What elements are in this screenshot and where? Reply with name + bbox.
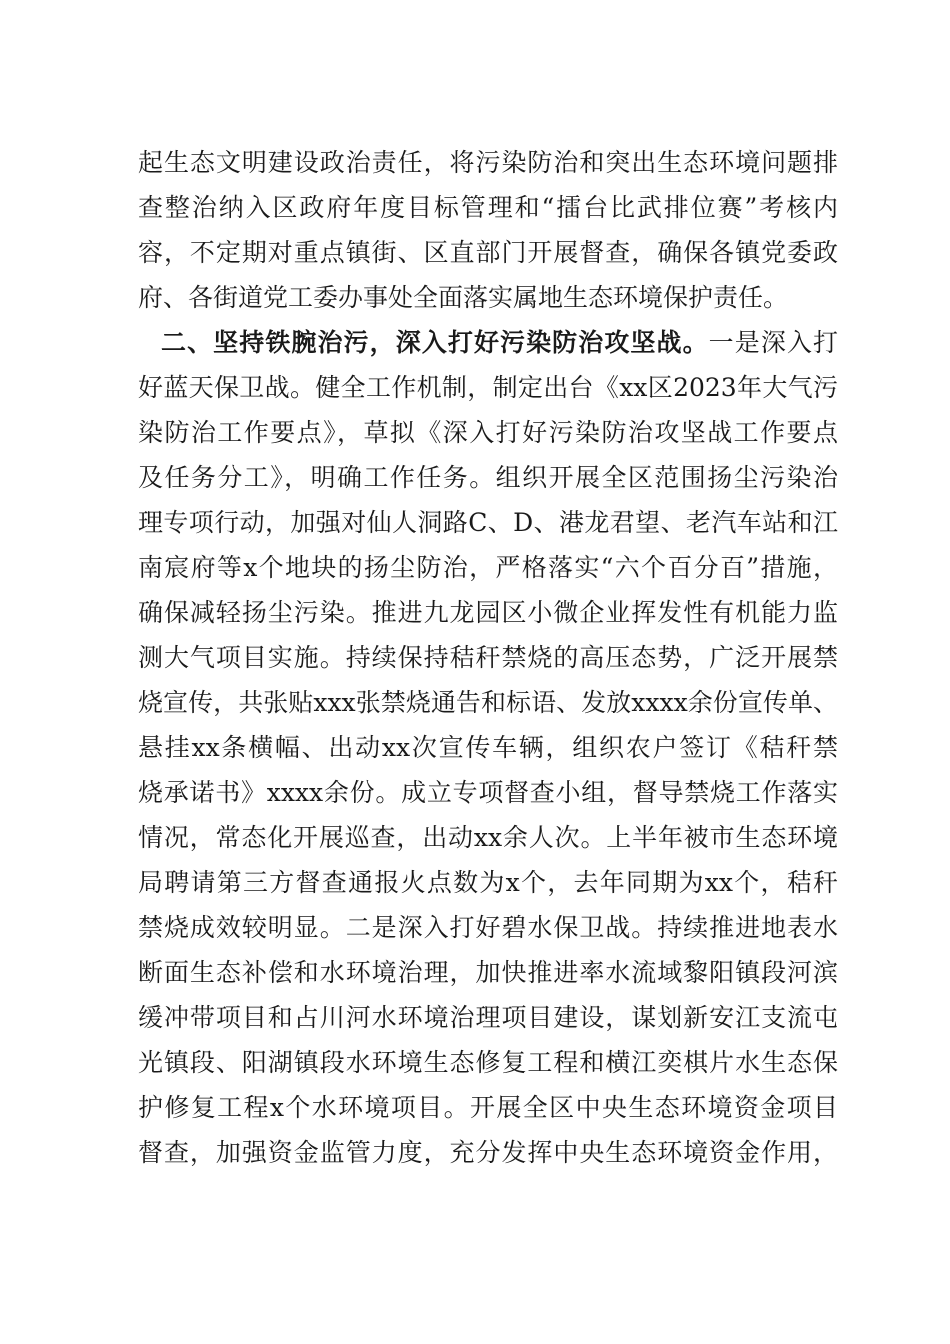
text-line: 护修复工程x个水环境项目。开展全区中央生态环境资金项目: [138, 1093, 838, 1122]
text-line: 查整治纳入区政府年度目标管理和“擂台比武排位赛”考核内: [138, 193, 838, 222]
text-line: 情况，常态化开展巡查，出动xx余人次。上半年被市生态环境: [138, 823, 838, 852]
text-line: 禁烧成效较明显。二是深入打好碧水保卫战。持续推进地表水: [138, 913, 838, 942]
text-line: 断面生态补偿和水环境治理，加快推进率水流域黎阳镇段河滨: [138, 958, 838, 987]
text-line: 烧承诺书》xxxx余份。成立专项督查小组，督导禁烧工作落实: [138, 778, 838, 807]
text-line: 光镇段、阳湖镇段水环境生态修复工程和横江奕棋片水生态保: [138, 1048, 838, 1077]
text-line: 督查，加强资金监管力度，充分发挥中央生态环境资金作用，: [138, 1138, 838, 1167]
text-line: 缓冲带项目和占川河水环境治理项目建设，谋划新安江支流屯: [138, 1003, 838, 1032]
text-line: 测大气项目实施。持续保持秸秆禁烧的高压态势，广泛开展禁: [138, 643, 838, 672]
text-line: 及任务分工》，明确工作任务。组织开展全区范围扬尘污染治: [138, 463, 838, 492]
text-line: 府、各街道党工委办事处全面落实属地生态环境保护责任。: [138, 283, 789, 312]
text-line: 容，不定期对重点镇街、区直部门开展督查，确保各镇党委政: [138, 238, 838, 267]
text-line: 确保减轻扬尘污染。推进九龙园区小微企业挥发性有机能力监: [138, 598, 838, 627]
text-line: 局聘请第三方督查通报火点数为x个，去年同期为xx个，秸秆: [138, 868, 838, 897]
text-line: 悬挂xx条横幅、出动xx次宣传车辆，组织农户签订《秸秆禁: [138, 733, 838, 762]
text-line: 好蓝天保卫战。健全工作机制，制定出台《xx区2023年大气污: [138, 373, 838, 402]
section-heading: 二、坚持铁腕治污，深入打好污染防治攻坚战。: [161, 328, 709, 357]
text-run: 一是深入打: [708, 328, 838, 357]
text-line: 南宸府等x个地块的扬尘防治，严格落实“六个百分百”措施，: [138, 553, 838, 582]
text-line: 染防治工作要点》，草拟《深入打好污染防治攻坚战工作要点: [138, 418, 838, 447]
paragraph-2-first-line: [138, 320, 838, 365]
body-text: [138, 140, 838, 1175]
text-line: 烧宣传，共张贴xxx张禁烧通告和标语、发放xxxx余份宣传单、: [138, 688, 838, 717]
paragraph-2: [138, 320, 838, 1175]
text-line: 理专项行动，加强对仙人洞路C、D、港龙君望、老汽车站和江: [138, 508, 838, 537]
text-line: 起生态文明建设政治责任，将污染防治和突出生态环境问题排: [138, 148, 838, 177]
paragraph-1: [138, 140, 838, 320]
